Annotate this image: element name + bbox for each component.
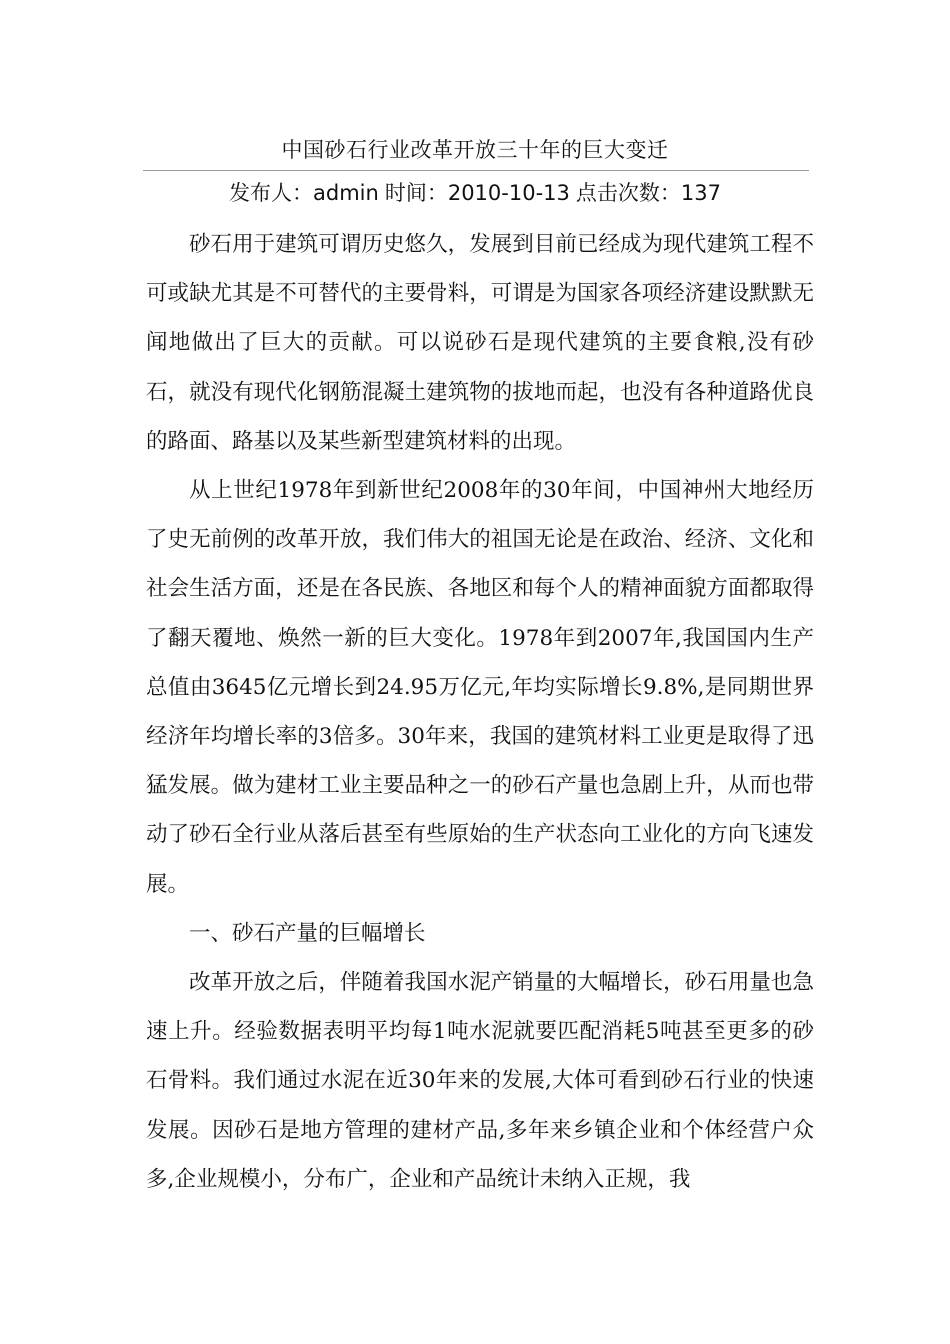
article-meta [0, 177, 950, 207]
paragraph-reform: 从上世纪1978年到新世纪2008年的30年间，中国神州大地经历了史无前例的改革开放，我们伟大的祖国无论是在政治、经济、文化和社会生活方面，还是在各民族、各地区和每个人的精神面貌方面都取得了翻天覆地、焕然一新的巨大变化。1978年到2007年,我国国内生产总值由3645亿元增长到24.95万亿元,年均实际增长9.8%,是同期世界经济年均增长率的3倍多。30年来，我国的建筑材料工业更是取得了迅猛发展。做为建材工业主要品种之一的砂石产量也急剧上升，从而也带动了砂石全行业从落后甚至有些原始的生产状态向工业化的方向飞速发展。 [146, 478, 814, 897]
publisher-name: admin [313, 181, 379, 205]
section-heading: 一、砂石产量的巨幅增长 [189, 920, 426, 946]
click-count: 137 [680, 181, 721, 205]
clicks-label: 点击次数： [575, 181, 681, 205]
time-label: 时间： [384, 181, 448, 205]
document-title: 中国砂石行业改革开放三十年的巨大变迁 [281, 138, 669, 162]
paragraph-intro: 砂石用于建筑可谓历史悠久，发展到目前已经成为现代建筑工程不可或缺尤其是不可替代的主要骨料，可谓是为国家各项经济建设默默无闻地做出了巨大的贡献。可以说砂石是现代建筑的主要食粮,没有砂石，就没有现代化钢筋混凝土建筑物的拔地而起，也没有各种道路优良的路面、路基以及某些新型建筑材料的出现。 [146, 232, 814, 454]
publisher-label: 发布人： [229, 181, 314, 205]
article-body [146, 220, 814, 1204]
paragraph-growth: 改革开放之后，伴随着我国水泥产销量的大幅增长，砂石用量也急速上升。经验数据表明平均每1吨水泥就要匹配消耗5吨甚至更多的砂石骨料。我们通过水泥在近30年来的发展,大体可看到砂石行业的快速发展。因砂石是地方管理的建材产品,多年来乡镇企业和个体经营户众多,企业规模小，分布广，企业和产品统计未纳入正规，我 [146, 970, 814, 1192]
title-divider [143, 170, 809, 171]
publish-date: 2010-10-13 [447, 181, 570, 205]
